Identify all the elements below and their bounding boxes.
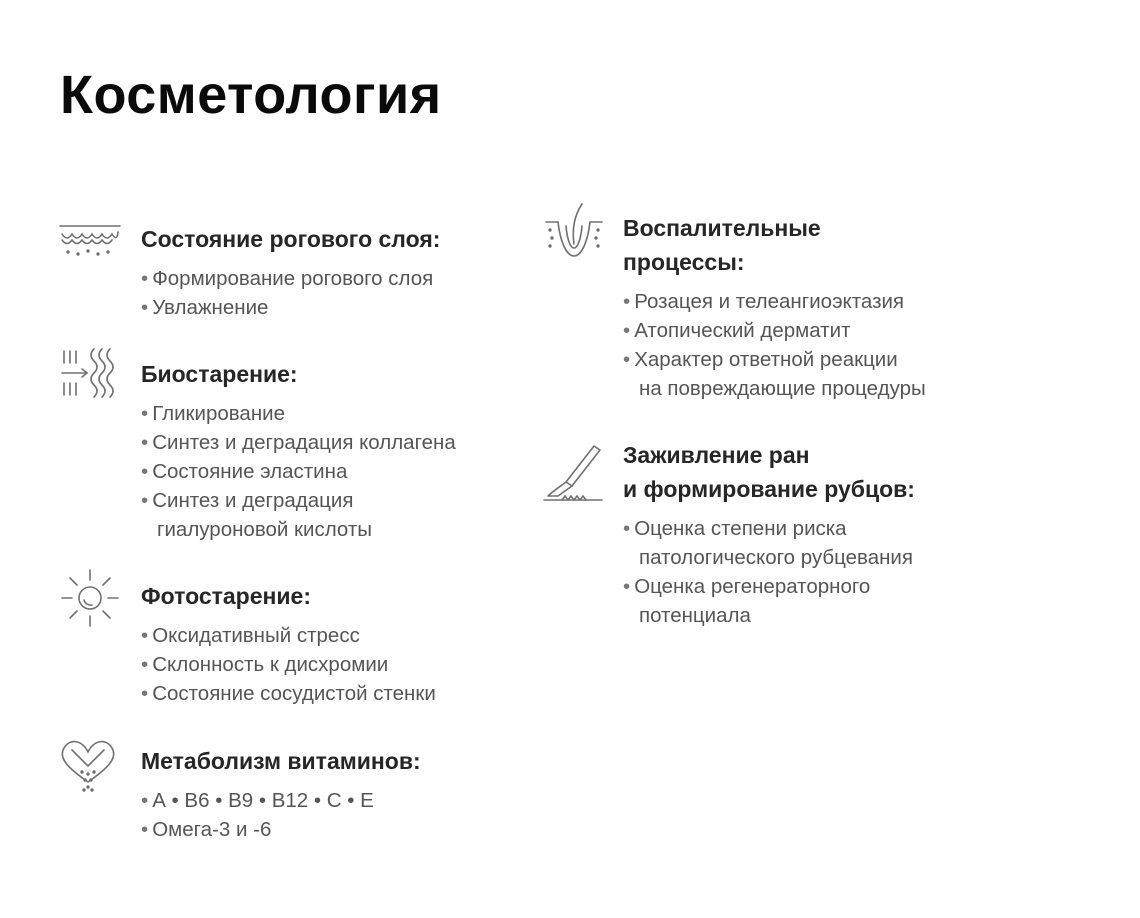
- list-item: • Синтез и деградация коллагена: [141, 431, 456, 454]
- list-item: • Синтез и деградация: [141, 489, 354, 512]
- section-inflammatory: [623, 211, 926, 403]
- item-list: [141, 399, 456, 544]
- page-title: Косметология: [60, 65, 442, 125]
- list-item: • Формирование рогового слоя: [141, 267, 434, 290]
- list-item-continuation: гиалуроновой кислоты: [157, 518, 372, 541]
- list-item: • Характер ответной реакции: [623, 348, 898, 371]
- list-item-continuation: на повреждающие процедуры: [639, 377, 926, 400]
- hair-follicle-icon: [542, 200, 606, 264]
- list-item: • Розацея и телеангиоэктазия: [623, 290, 905, 313]
- list-item-continuation: потенциала: [639, 604, 751, 627]
- list-item: • Оценка степени риска: [623, 517, 847, 540]
- section-bioaging: [141, 357, 456, 544]
- section-heading: Биостарение:: [141, 361, 298, 387]
- section-heading: Метаболизм витаминов:: [141, 748, 421, 774]
- sun-icon: [58, 566, 122, 630]
- list-item: • А • В6 • В9 • В12 • С • Е: [141, 789, 374, 812]
- item-list: [623, 287, 926, 403]
- item-list: [623, 514, 915, 630]
- list-item-continuation: патологического рубцевания: [639, 546, 913, 569]
- list-item: • Состояние сосудистой стенки: [141, 682, 436, 705]
- section-wound-healing: [623, 438, 915, 630]
- section-stratum-corneum: [141, 222, 440, 322]
- list-item: • Увлажнение: [141, 296, 269, 319]
- list-item: • Склонность к дисхромии: [141, 653, 389, 676]
- list-item: • Омега-3 и -6: [141, 818, 272, 841]
- list-item: • Состояние эластина: [141, 460, 348, 483]
- skin-layer-icon: [58, 208, 122, 272]
- list-item: • Гликирование: [141, 402, 286, 425]
- section-vitamin-metabolism: [141, 744, 421, 844]
- list-item: • Оценка регенераторного: [623, 575, 871, 598]
- item-list: [141, 621, 436, 708]
- heart-drops-icon: [56, 732, 120, 796]
- section-heading: Заживление ран и формирование рубцов:: [623, 442, 915, 502]
- section-heading: Фотостарение:: [141, 583, 311, 609]
- item-list: [141, 264, 440, 322]
- section-photoaging: [141, 579, 436, 708]
- item-list: [141, 786, 421, 844]
- section-heading: Состояние рогового слоя:: [141, 226, 441, 252]
- list-item: • Атопический дерматит: [623, 319, 851, 342]
- list-item: • Оксидативный стресс: [141, 624, 360, 647]
- section-heading: Воспалительные процессы:: [623, 215, 821, 275]
- wavy-fibers-icon: [58, 343, 122, 407]
- scalpel-icon: [542, 442, 606, 506]
